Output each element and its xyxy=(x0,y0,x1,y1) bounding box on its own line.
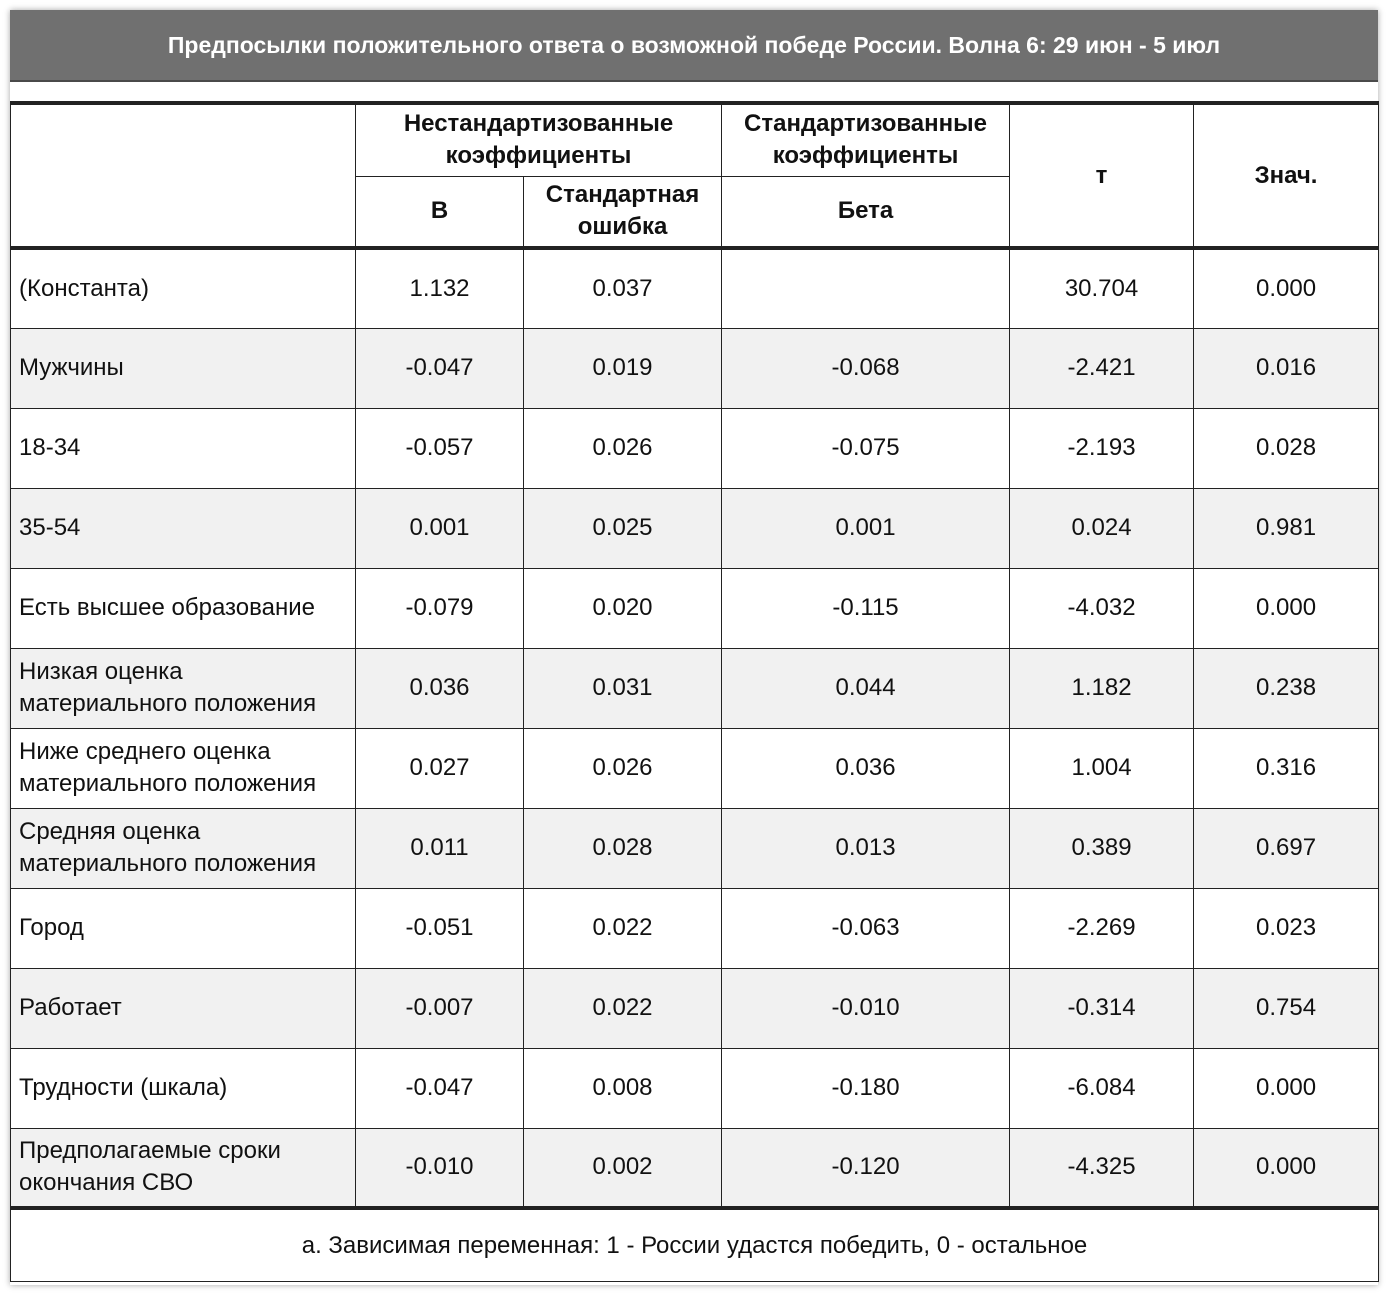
cell-beta: -0.180 xyxy=(722,1048,1010,1128)
cell-b: 0.001 xyxy=(356,488,524,568)
row-label: 18-34 xyxy=(11,408,356,488)
cell-beta: -0.120 xyxy=(722,1128,1010,1208)
row-label: Мужчины xyxy=(11,328,356,408)
table-panel xyxy=(10,10,1378,1285)
cell-sig: 0.238 xyxy=(1194,648,1379,728)
table-row xyxy=(11,408,1379,488)
cell-t: 0.024 xyxy=(1010,488,1194,568)
cell-b: 0.036 xyxy=(356,648,524,728)
cell-sig: 0.028 xyxy=(1194,408,1379,488)
cell-beta xyxy=(722,248,1010,328)
cell-se: 0.037 xyxy=(524,248,722,328)
row-label: Ниже среднего оценка материального положения xyxy=(11,728,356,808)
cell-se: 0.008 xyxy=(524,1048,722,1128)
header-t: т xyxy=(1010,103,1194,248)
row-label: Город xyxy=(11,888,356,968)
cell-t: -6.084 xyxy=(1010,1048,1194,1128)
row-label: Есть высшее образование xyxy=(11,568,356,648)
cell-b: -0.010 xyxy=(356,1128,524,1208)
cell-b: 0.011 xyxy=(356,808,524,888)
cell-t: -0.314 xyxy=(1010,968,1194,1048)
header-standardized-group: Стандартизованные коэффициенты xyxy=(722,103,1010,176)
cell-t: 0.389 xyxy=(1010,808,1194,888)
table-row xyxy=(11,888,1379,968)
cell-b: -0.051 xyxy=(356,888,524,968)
cell-sig: 0.000 xyxy=(1194,1128,1379,1208)
table-body xyxy=(11,248,1379,1208)
cell-se: 0.022 xyxy=(524,888,722,968)
cell-se: 0.020 xyxy=(524,568,722,648)
header-beta: Бета xyxy=(722,176,1010,248)
cell-t: 30.704 xyxy=(1010,248,1194,328)
cell-sig: 0.316 xyxy=(1194,728,1379,808)
cell-t: 1.004 xyxy=(1010,728,1194,808)
cell-sig: 0.000 xyxy=(1194,248,1379,328)
row-label: 35-54 xyxy=(11,488,356,568)
regression-table xyxy=(10,101,1379,1282)
table-row xyxy=(11,328,1379,408)
cell-beta: 0.001 xyxy=(722,488,1010,568)
cell-se: 0.026 xyxy=(524,728,722,808)
cell-t: -4.325 xyxy=(1010,1128,1194,1208)
cell-beta: -0.115 xyxy=(722,568,1010,648)
header-b: B xyxy=(356,176,524,248)
cell-b: -0.047 xyxy=(356,328,524,408)
row-label: Низкая оценка материального положения xyxy=(11,648,356,728)
cell-b: -0.047 xyxy=(356,1048,524,1128)
cell-se: 0.019 xyxy=(524,328,722,408)
row-label: Предполагаемые сроки окончания СВО xyxy=(11,1128,356,1208)
cell-se: 0.025 xyxy=(524,488,722,568)
table-row xyxy=(11,728,1379,808)
cell-sig: 0.000 xyxy=(1194,568,1379,648)
header-std-error: Стандартная ошибка xyxy=(524,176,722,248)
cell-t: -2.421 xyxy=(1010,328,1194,408)
header-significance: Знач. xyxy=(1194,103,1379,248)
table-row xyxy=(11,968,1379,1048)
cell-t: -2.193 xyxy=(1010,408,1194,488)
cell-se: 0.031 xyxy=(524,648,722,728)
cell-sig: 0.000 xyxy=(1194,1048,1379,1128)
table-row xyxy=(11,1048,1379,1128)
table-row xyxy=(11,568,1379,648)
cell-sig: 0.754 xyxy=(1194,968,1379,1048)
row-label: Средняя оценка материального положения xyxy=(11,808,356,888)
header-empty-cell xyxy=(11,103,356,248)
cell-beta: 0.036 xyxy=(722,728,1010,808)
header-unstandardized-group: Нестандартизованные коэффициенты xyxy=(356,103,722,176)
table-row xyxy=(11,648,1379,728)
table-row xyxy=(11,808,1379,888)
row-label: (Константа) xyxy=(11,248,356,328)
cell-beta: 0.044 xyxy=(722,648,1010,728)
table-row xyxy=(11,1128,1379,1208)
cell-beta: -0.068 xyxy=(722,328,1010,408)
cell-t: 1.182 xyxy=(1010,648,1194,728)
table-row xyxy=(11,488,1379,568)
cell-b: -0.079 xyxy=(356,568,524,648)
cell-b: -0.007 xyxy=(356,968,524,1048)
cell-b: -0.057 xyxy=(356,408,524,488)
table-footnote: a. Зависимая переменная: 1 - России удастся победить, 0 - остальное xyxy=(11,1208,1379,1282)
cell-sig: 0.016 xyxy=(1194,328,1379,408)
table-title: Предпосылки положительного ответа о возможной победе России. Волна 6: 29 июн - 5 июл xyxy=(10,10,1378,82)
cell-se: 0.028 xyxy=(524,808,722,888)
table-row xyxy=(11,248,1379,328)
cell-t: -4.032 xyxy=(1010,568,1194,648)
cell-beta: -0.075 xyxy=(722,408,1010,488)
cell-se: 0.002 xyxy=(524,1128,722,1208)
cell-beta: 0.013 xyxy=(722,808,1010,888)
cell-sig: 0.023 xyxy=(1194,888,1379,968)
cell-sig: 0.981 xyxy=(1194,488,1379,568)
cell-t: -2.269 xyxy=(1010,888,1194,968)
cell-beta: -0.010 xyxy=(722,968,1010,1048)
row-label: Работает xyxy=(11,968,356,1048)
cell-b: 0.027 xyxy=(356,728,524,808)
cell-b: 1.132 xyxy=(356,248,524,328)
cell-se: 0.022 xyxy=(524,968,722,1048)
row-label: Трудности (шкала) xyxy=(11,1048,356,1128)
title-spacer xyxy=(10,82,1378,102)
cell-beta: -0.063 xyxy=(722,888,1010,968)
cell-se: 0.026 xyxy=(524,408,722,488)
cell-sig: 0.697 xyxy=(1194,808,1379,888)
